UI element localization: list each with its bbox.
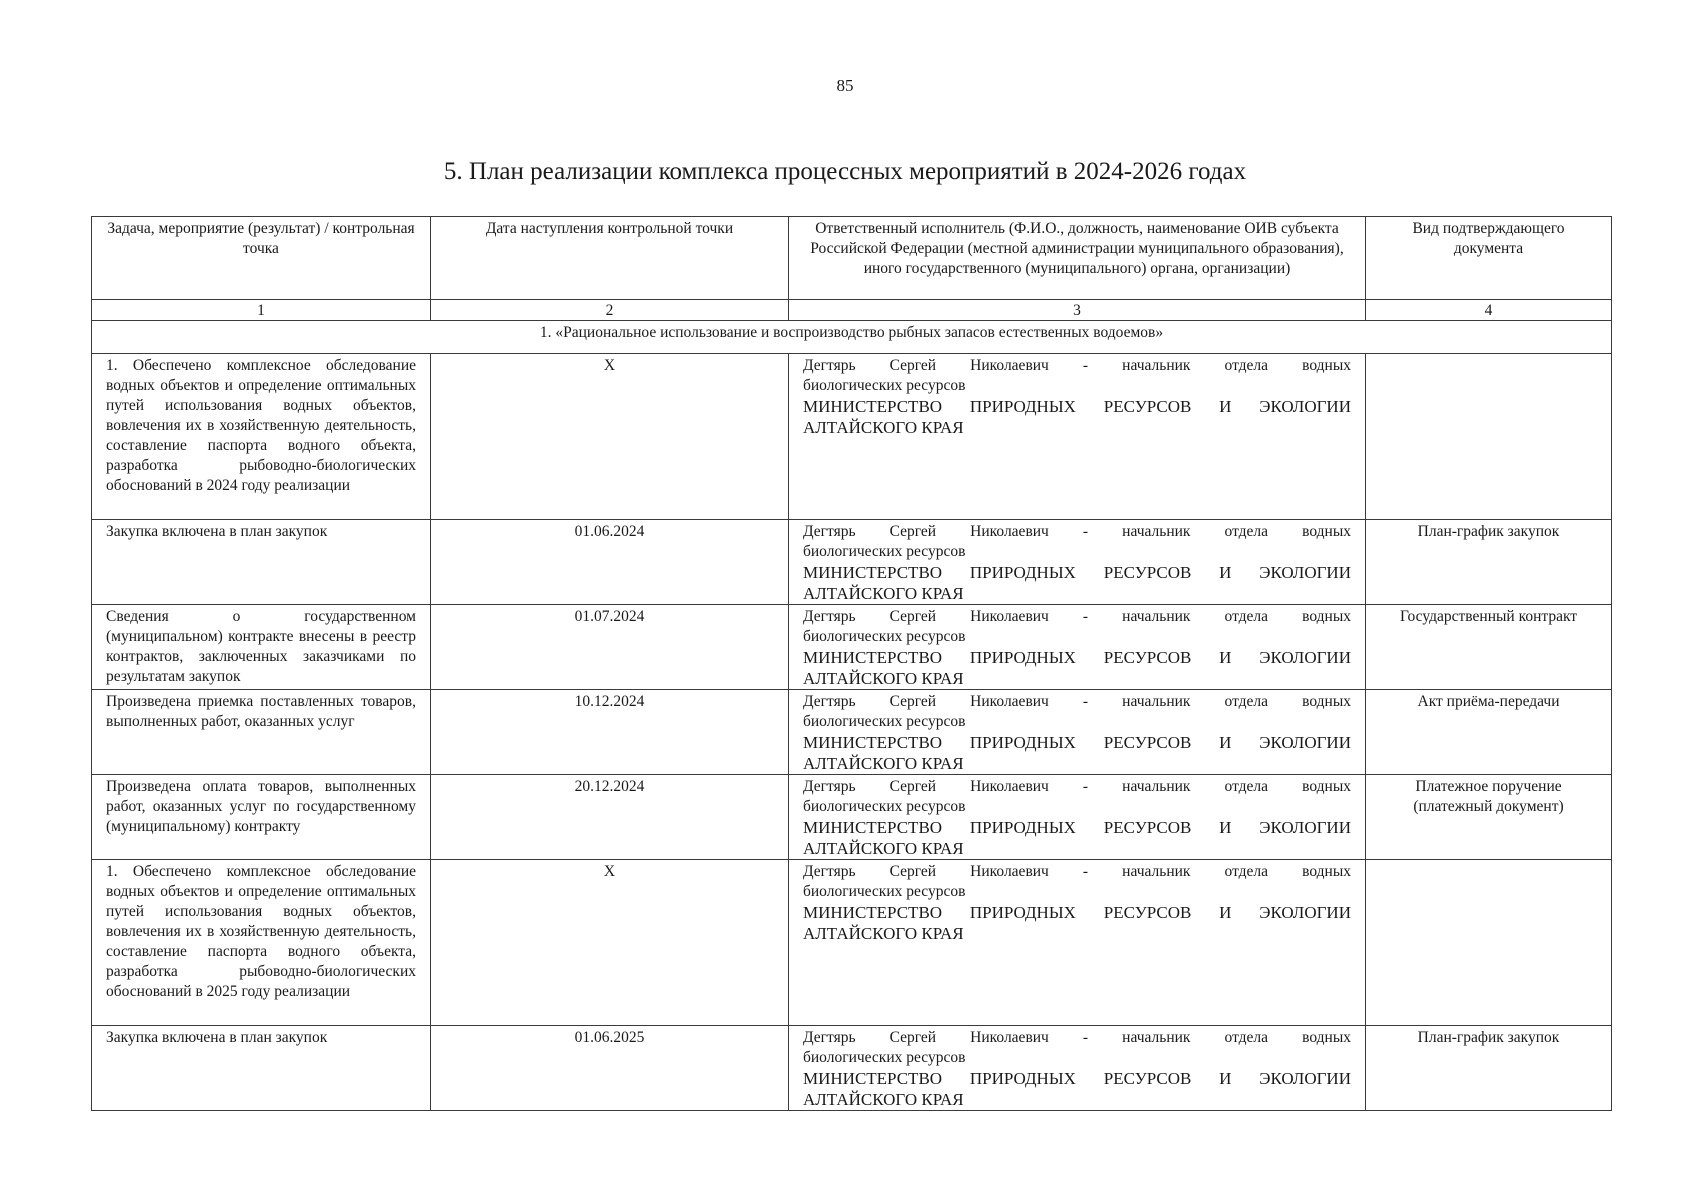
column-number: 3 [789, 300, 1366, 321]
executor-organization-region: АЛТАЙСКОГО КРАЯ [803, 418, 964, 437]
executor-position: биологических ресурсов [803, 628, 966, 645]
date-cell: 20.12.2024 [431, 775, 789, 860]
executor-organization-region: АЛТАЙСКОГО КРАЯ [803, 584, 964, 603]
executor-cell [789, 690, 1366, 775]
executor-organization: МИНИСТЕРСТВО ПРИРОДНЫХ РЕСУРСОВ И ЭКОЛОГИИ [803, 818, 1351, 837]
executor-person: Дегтярь Сергей Николаевич - начальник отдела водных [803, 1029, 1351, 1046]
table-row [92, 354, 1612, 520]
date-cell: X [431, 354, 789, 520]
column-header-executor: Ответственный исполнитель (Ф.И.О., должность, наименование ОИВ субъекта Российской Федерации (местной администрации муниципального образования), иного государственного (муниципального) органа, организации) [789, 217, 1366, 300]
date-cell: 01.07.2024 [431, 605, 789, 690]
executor-person: Дегтярь Сергей Николаевич - начальник отдела водных [803, 608, 1351, 625]
table-row [92, 690, 1612, 775]
executor-position: биологических ресурсов [803, 883, 966, 900]
executor-organization: МИНИСТЕРСТВО ПРИРОДНЫХ РЕСУРСОВ И ЭКОЛОГИИ [803, 397, 1351, 416]
executor-cell [789, 605, 1366, 690]
executor-person: Дегтярь Сергей Николаевич - начальник отдела водных [803, 693, 1351, 710]
date-cell: X [431, 860, 789, 1026]
executor-position: биологических ресурсов [803, 377, 966, 394]
document-cell: План-график закупок [1366, 1026, 1612, 1111]
executor-organization: МИНИСТЕРСТВО ПРИРОДНЫХ РЕСУРСОВ И ЭКОЛОГИИ [803, 903, 1351, 922]
date-cell: 10.12.2024 [431, 690, 789, 775]
executor-organization-region: АЛТАЙСКОГО КРАЯ [803, 839, 964, 858]
executor-cell [789, 520, 1366, 605]
executor-organization: МИНИСТЕРСТВО ПРИРОДНЫХ РЕСУРСОВ И ЭКОЛОГИИ [803, 563, 1351, 582]
executor-organization-region: АЛТАЙСКОГО КРАЯ [803, 669, 964, 688]
task-cell: 1. Обеспечено комплексное обследование водных объектов и определение оптимальных путей использования водных объектов, вовлечения их в хозяйственную деятельность, составление паспорта водного объекта, разработка рыбоводно-биологических обоснований в 2025 году реализации [92, 860, 431, 1026]
executor-organization: МИНИСТЕРСТВО ПРИРОДНЫХ РЕСУРСОВ И ЭКОЛОГИИ [803, 648, 1351, 667]
executor-person: Дегтярь Сергей Николаевич - начальник отдела водных [803, 778, 1351, 795]
executor-position: биологических ресурсов [803, 543, 966, 560]
date-cell: 01.06.2024 [431, 520, 789, 605]
task-cell: Произведена оплата товаров, выполненных работ, оказанных услуг по государственному (муниципальному) контракту [92, 775, 431, 860]
table-row [92, 520, 1612, 605]
executor-position: биологических ресурсов [803, 713, 966, 730]
executor-organization-region: АЛТАЙСКОГО КРАЯ [803, 1090, 964, 1109]
executor-position: биологических ресурсов [803, 1049, 966, 1066]
executor-organization: МИНИСТЕРСТВО ПРИРОДНЫХ РЕСУРСОВ И ЭКОЛОГИИ [803, 1069, 1351, 1088]
executor-cell [789, 354, 1366, 520]
table-row [92, 1026, 1612, 1111]
table-row [92, 775, 1612, 860]
column-number: 4 [1366, 300, 1612, 321]
table-row [92, 605, 1612, 690]
header-row [92, 217, 1612, 300]
executor-cell [789, 1026, 1366, 1111]
task-cell: Сведения о государственном (муниципальном) контракте внесены в реестр контрактов, заключенных заказчиками по результатам закупок [92, 605, 431, 690]
section-row [92, 321, 1612, 354]
task-cell: Закупка включена в план закупок [92, 520, 431, 605]
column-header-document: Вид подтверждающего документа [1366, 217, 1612, 300]
executor-organization-region: АЛТАЙСКОГО КРАЯ [803, 754, 964, 773]
column-header-date: Дата наступления контрольной точки [431, 217, 789, 300]
document-cell [1366, 354, 1612, 520]
task-cell: Произведена приемка поставленных товаров, выполненных работ, оказанных услуг [92, 690, 431, 775]
executor-cell [789, 775, 1366, 860]
document-cell: Государственный контракт [1366, 605, 1612, 690]
page-number: 85 [836, 76, 854, 95]
executor-cell [789, 860, 1366, 1026]
executor-organization-region: АЛТАЙСКОГО КРАЯ [803, 924, 964, 943]
column-number: 2 [431, 300, 789, 321]
document-cell [1366, 860, 1612, 1026]
task-cell: Закупка включена в план закупок [92, 1026, 431, 1111]
executor-person: Дегтярь Сергей Николаевич - начальник отдела водных [803, 523, 1351, 540]
executor-organization: МИНИСТЕРСТВО ПРИРОДНЫХ РЕСУРСОВ И ЭКОЛОГИИ [803, 733, 1351, 752]
document-title: 5. План реализации комплекса процессных мероприятий в 2024-2026 годах [443, 158, 1247, 185]
table-row [92, 860, 1612, 1026]
task-cell: 1. Обеспечено комплексное обследование водных объектов и определение оптимальных путей использования водных объектов, вовлечения их в хозяйственную деятельность, составление паспорта водного объекта, разработка рыбоводно-биологических обоснований в 2024 году реализации [92, 354, 431, 520]
executor-person: Дегтярь Сергей Николаевич - начальник отдела водных [803, 357, 1351, 374]
plan-table [91, 216, 1612, 1111]
document-cell: Платежное поручение (платежный документ) [1366, 775, 1612, 860]
section-title: 1. «Рациональное использование и воспроизводство рыбных запасов естественных водоемов» [92, 321, 1612, 354]
column-number-row [92, 300, 1612, 321]
document-cell: План-график закупок [1366, 520, 1612, 605]
executor-person: Дегтярь Сергей Николаевич - начальник отдела водных [803, 863, 1351, 880]
column-header-task: Задача, мероприятие (результат) / контрольная точка [92, 217, 431, 300]
executor-position: биологических ресурсов [803, 798, 966, 815]
document-cell: Акт приёма-передачи [1366, 690, 1612, 775]
column-number: 1 [92, 300, 431, 321]
date-cell: 01.06.2025 [431, 1026, 789, 1111]
